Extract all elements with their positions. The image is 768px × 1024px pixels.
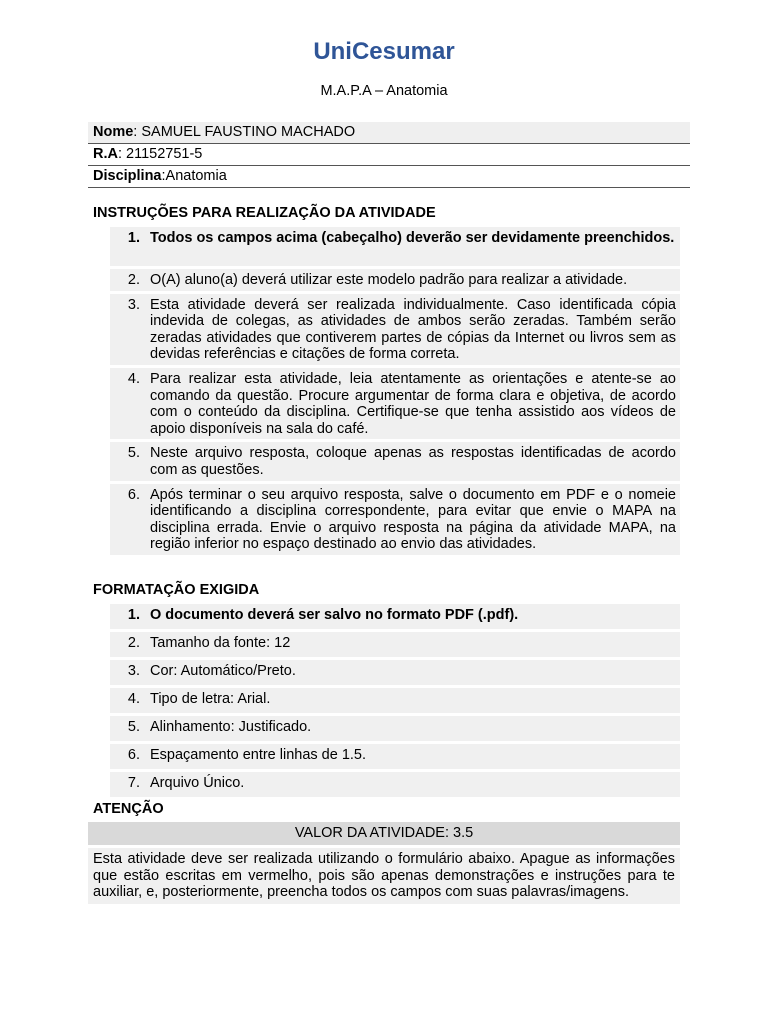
ra-value: : 21152751-5 bbox=[117, 146, 203, 162]
list-item bbox=[110, 442, 680, 480]
item-text: Para realizar esta atividade, leia atentamente as orientações e atente-se ao comando da questão. Procure argumentar de forma clara e objetiva, de acordo com o conteúdo da disciplina. Certifique-se que tenha assistido aos vídeos de apoio disponíveis na sala do café. bbox=[150, 370, 676, 437]
list-item bbox=[110, 716, 680, 741]
disciplina-label: Disciplina bbox=[93, 168, 162, 184]
item-text: Esta atividade deverá ser realizada individualmente. Caso identificada cópia indevida de colegas, as atividades de ambos serão zeradas. Também serão zeradas atividades que contiverem partes de cópias da Internet ou livros sem as devidas referências e citações de forma correta. bbox=[150, 296, 676, 363]
document-title: UniCesumar bbox=[313, 38, 455, 65]
item-number: 4. bbox=[127, 691, 140, 707]
student-header bbox=[88, 122, 690, 188]
formatacao-list bbox=[110, 604, 680, 800]
item-number: 1. bbox=[127, 230, 140, 246]
item-text: Arquivo Único. bbox=[150, 775, 245, 791]
formatacao-title: FORMATAÇÃO EXIGIDA bbox=[93, 582, 260, 598]
item-number: 4. bbox=[127, 370, 140, 387]
list-item bbox=[110, 744, 680, 769]
item-number: 6. bbox=[127, 486, 140, 503]
ra-label: R.A bbox=[93, 146, 118, 162]
atencao-note: Esta atividade deve ser realizada utilizando o formulário abaixo. Apague as informações que estão escritas em vermelho, pois são apenas demonstrações e instruções para te auxiliar, e, posteriormente, preencha todos os campos com suas palavras/imagens. bbox=[88, 848, 680, 904]
list-item bbox=[110, 688, 680, 713]
valor-atividade: VALOR DA ATIVIDADE: 3.5 bbox=[88, 822, 680, 845]
item-text: Cor: Automático/Preto. bbox=[150, 663, 296, 679]
item-number: 6. bbox=[127, 747, 140, 763]
disciplina-row bbox=[88, 166, 690, 188]
ra-row bbox=[88, 144, 690, 166]
item-number: 3. bbox=[127, 663, 140, 679]
item-number: 5. bbox=[127, 719, 140, 735]
item-text: Neste arquivo resposta, coloque apenas as respostas identificadas de acordo com as questões. bbox=[150, 445, 676, 478]
atencao-title: ATENÇÃO bbox=[93, 801, 164, 817]
item-text: Tipo de letra: Arial. bbox=[150, 691, 271, 707]
item-number: 7. bbox=[127, 775, 140, 791]
item-number: 1. bbox=[127, 607, 140, 623]
item-number: 2. bbox=[127, 635, 140, 651]
item-number: 2. bbox=[127, 272, 140, 288]
list-item bbox=[110, 368, 680, 439]
item-text: Todos os campos acima (cabeçalho) deverão ser devidamente preenchidos. bbox=[150, 230, 675, 246]
item-text: O(A) aluno(a) deverá utilizar este modelo padrão para realizar a atividade. bbox=[150, 272, 628, 288]
nome-value: : SAMUEL FAUSTINO MACHADO bbox=[133, 124, 356, 140]
item-number: 3. bbox=[127, 296, 140, 313]
disciplina-value: :Anatomia bbox=[161, 168, 227, 184]
item-number: 5. bbox=[127, 445, 140, 462]
list-item bbox=[110, 772, 680, 797]
document-subtitle: M.A.P.A – Anatomia bbox=[320, 83, 448, 99]
list-item bbox=[110, 632, 680, 657]
list-item bbox=[110, 227, 680, 266]
instrucoes-title: INSTRUÇÕES PARA REALIZAÇÃO DA ATIVIDADE bbox=[93, 205, 436, 221]
list-item bbox=[110, 660, 680, 685]
item-text: Alinhamento: Justificado. bbox=[150, 719, 312, 735]
nome-row bbox=[88, 122, 690, 144]
list-item bbox=[110, 604, 680, 629]
list-item bbox=[110, 484, 680, 555]
item-text: Após terminar o seu arquivo resposta, salve o documento em PDF e o nomeie identificando a disciplina correspondente, para evitar que envie o MAPA na disciplina errada. Envie o arquivo resposta na página da atividade MAPA, na região inferior no espaço destinado ao envio das atividades. bbox=[150, 486, 676, 553]
item-text: Tamanho da fonte: 12 bbox=[150, 635, 291, 651]
instrucoes-list bbox=[110, 227, 680, 558]
list-item bbox=[110, 269, 680, 291]
item-text: O documento deverá ser salvo no formato PDF (.pdf). bbox=[150, 607, 519, 623]
nome-label: Nome bbox=[93, 124, 134, 140]
list-item bbox=[110, 294, 680, 365]
item-text: Espaçamento entre linhas de 1.5. bbox=[150, 747, 367, 763]
